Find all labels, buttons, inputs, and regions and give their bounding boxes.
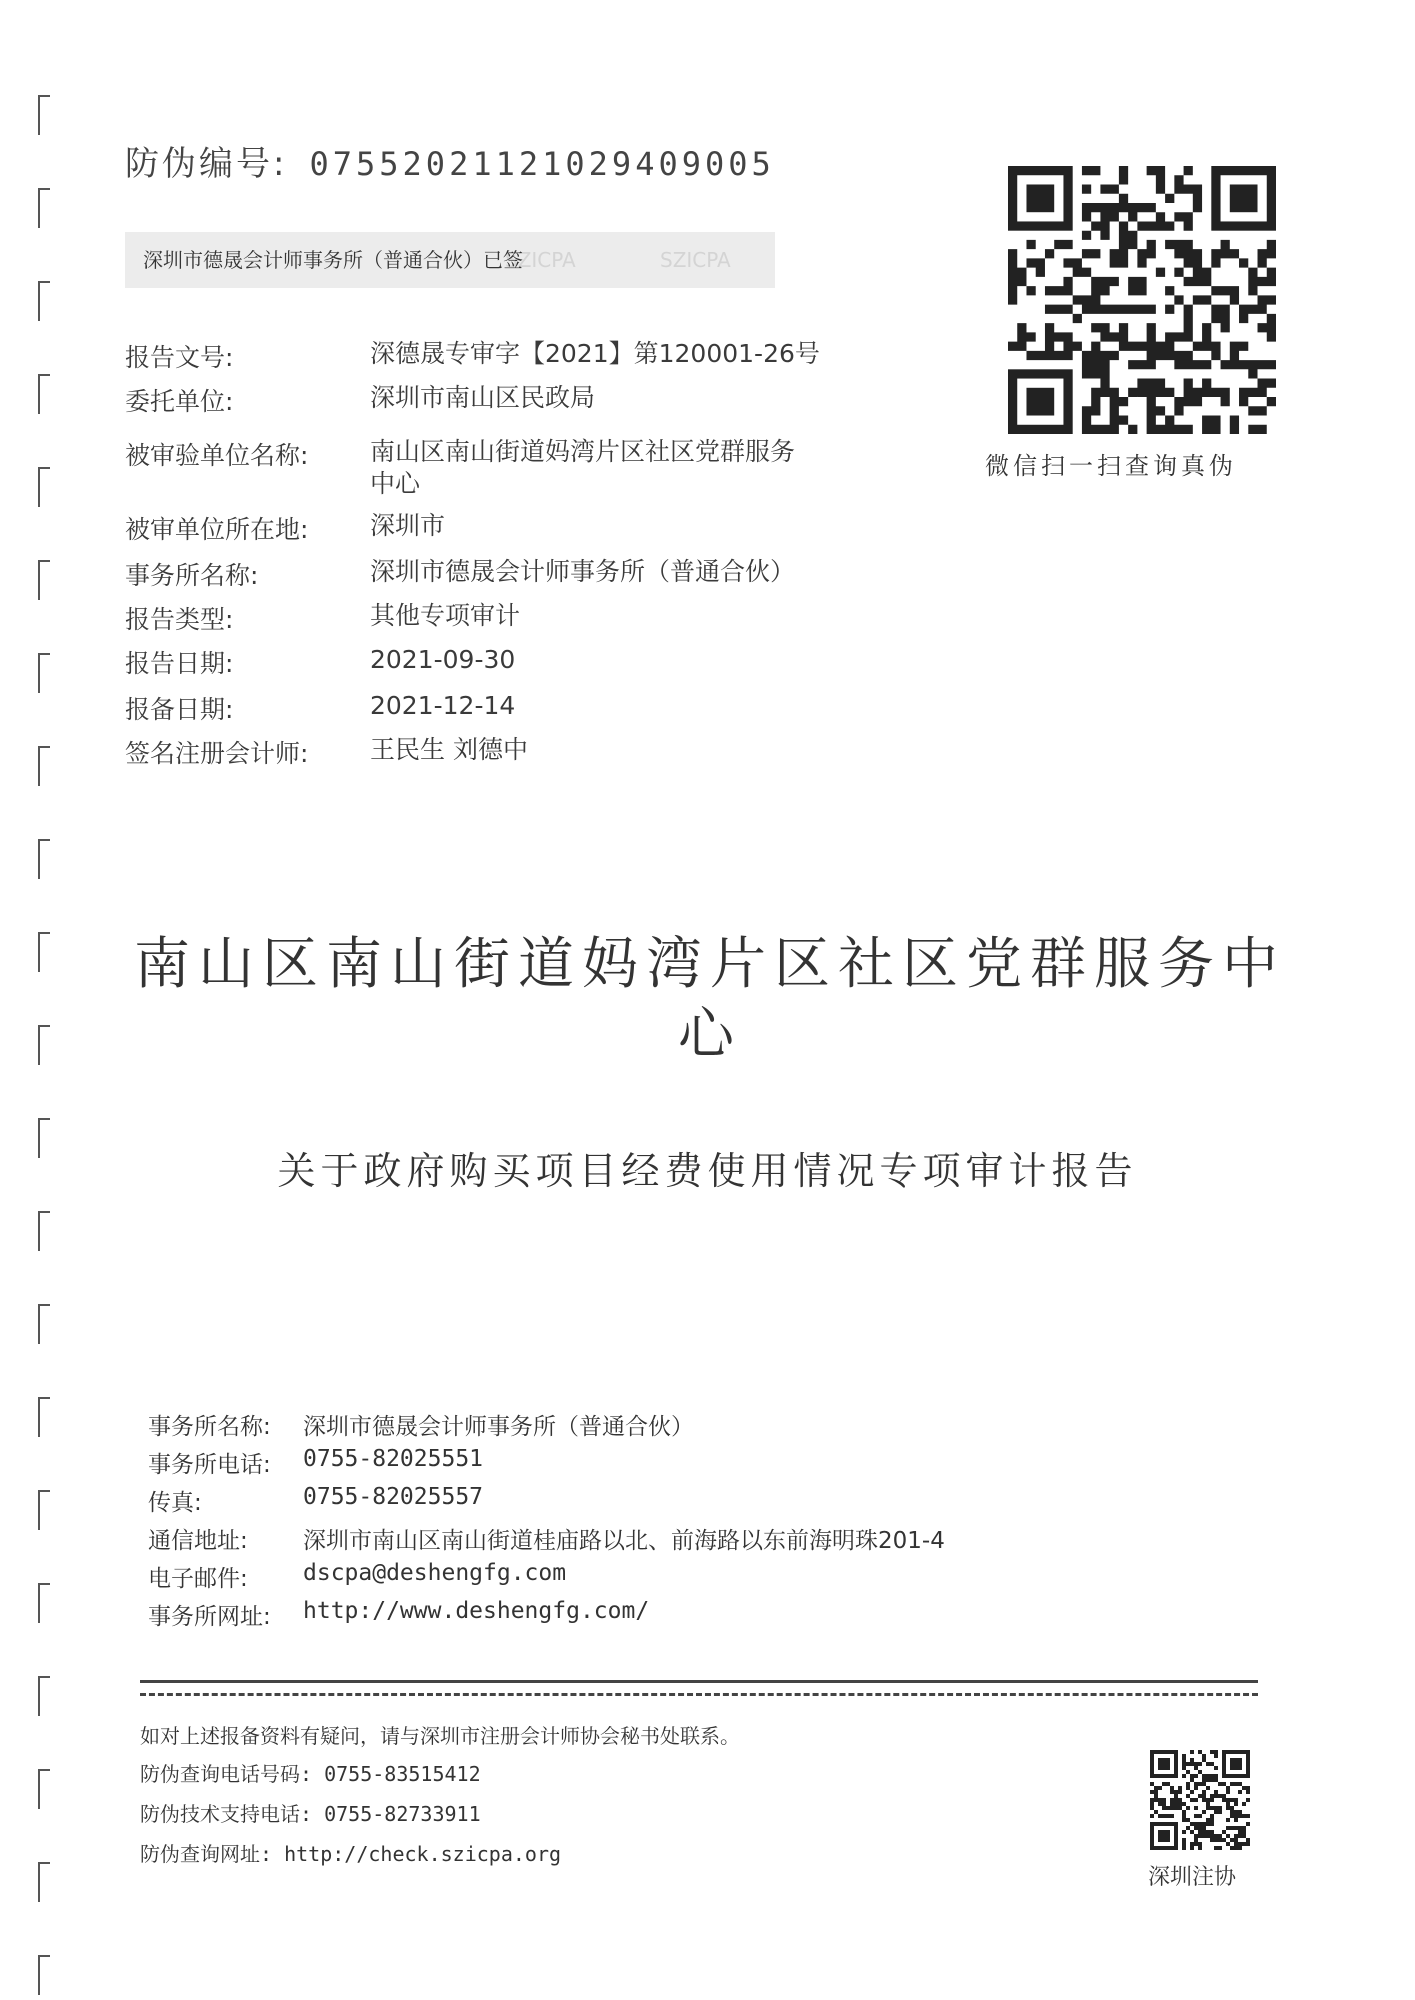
banner-watermark: SZICPA: [660, 248, 731, 272]
binder-mark: [38, 746, 50, 786]
info-value: 2021-12-14: [370, 691, 516, 720]
serial-label: 防伪编号:: [125, 144, 288, 184]
contact-email[interactable]: dscpa@deshengfg.com: [303, 1560, 567, 1586]
binder-mark: [38, 281, 50, 321]
info-label: 签名注册会计师:: [125, 739, 309, 768]
binder-mark: [38, 1490, 50, 1530]
info-label: 报告日期:: [125, 649, 234, 678]
binder-mark: [38, 1769, 50, 1809]
binder-mark: [38, 653, 50, 693]
info-label: 报告文号:: [125, 343, 234, 372]
binder-mark: [38, 560, 50, 600]
binder-mark: [38, 1583, 50, 1623]
binder-mark: [38, 1676, 50, 1716]
binder-mark: [38, 1211, 50, 1251]
contact-label: 通信地址:: [148, 1528, 248, 1554]
binder-mark: [38, 1025, 50, 1065]
divider-solid: [140, 1680, 1258, 1683]
info-value: 深德晟专审字【2021】第120001-26号: [370, 339, 820, 368]
binder-mark: [38, 839, 50, 879]
footer-line: 防伪技术支持电话: 0755-82733911: [140, 1802, 481, 1826]
qr-caption: 微信扫一扫查询真伪: [985, 452, 1237, 480]
binder-mark: [38, 1397, 50, 1437]
info-value: 2021-09-30: [370, 645, 516, 674]
binder-mark: [38, 1862, 50, 1902]
info-value: 南山区南山街道妈湾片区社区党群服务中心: [370, 437, 796, 498]
contact-value: 0755-82025551: [303, 1446, 484, 1472]
binder-mark: [38, 95, 50, 135]
info-label: 事务所名称:: [125, 561, 259, 590]
contact-website-link[interactable]: http://www.deshengfg.com/: [303, 1598, 650, 1624]
info-value: 其他专项审计: [370, 601, 521, 630]
contact-value: 深圳市南山区南山街道桂庙路以北、前海路以东前海明珠201-4: [303, 1528, 945, 1554]
info-value: 深圳市德晟会计师事务所（普通合伙）: [370, 557, 796, 586]
info-value: 王民生 刘德中: [370, 735, 528, 764]
contact-value: 深圳市德晟会计师事务所（普通合伙）: [303, 1414, 694, 1440]
binder-marks: [28, 0, 68, 2000]
contact-value: 0755-82025557: [303, 1484, 484, 1510]
serial-number: 07552021121029409005: [309, 145, 775, 183]
info-value: 深圳市南山区民政局: [370, 383, 596, 412]
binder-mark: [38, 188, 50, 228]
binder-mark: [38, 1304, 50, 1344]
binder-mark: [38, 932, 50, 972]
anti-counterfeit-serial: [125, 136, 775, 185]
footer-line: 防伪查询网址: http://check.szicpa.org: [140, 1842, 562, 1866]
binder-mark: [38, 467, 50, 507]
info-value: 深圳市: [370, 511, 446, 540]
binder-mark: [38, 374, 50, 414]
signed-banner-text: 深圳市德晟会计师事务所（普通合伙）已签: [143, 248, 523, 272]
info-label: 委托单位:: [125, 387, 234, 416]
info-label: 被审单位所在地:: [125, 515, 309, 544]
signed-banner: [125, 232, 775, 288]
footer-line: 防伪查询电话号码: 0755-83515412: [140, 1762, 481, 1786]
contact-label: 电子邮件:: [148, 1566, 248, 1592]
contact-label: 事务所网址:: [148, 1604, 271, 1630]
info-label: 被审验单位名称:: [125, 441, 309, 470]
qr-small-caption: 深圳注协: [1148, 1865, 1237, 1890]
banner-watermark: SZICPA: [505, 248, 576, 272]
footer-line: 如对上述报备资料有疑问，请与深圳市注册会计师协会秘书处联系。: [140, 1724, 740, 1748]
divider-dashed: [140, 1693, 1258, 1696]
contact-label: 事务所名称:: [148, 1414, 271, 1440]
wechat-verify-qr-code: [1008, 166, 1276, 434]
info-label: 报备日期:: [125, 695, 234, 724]
contact-label: 传真:: [148, 1490, 202, 1516]
binder-mark: [38, 1955, 50, 1995]
info-label: 报告类型:: [125, 605, 234, 634]
report-title: 南山区南山街道妈湾片区社区党群服务中心: [134, 932, 1286, 1067]
report-subtitle: 关于政府购买项目经费使用情况专项审计报告: [277, 1149, 1138, 1193]
contact-label: 事务所电话:: [148, 1452, 271, 1478]
szicpa-qr-code: [1150, 1750, 1250, 1850]
